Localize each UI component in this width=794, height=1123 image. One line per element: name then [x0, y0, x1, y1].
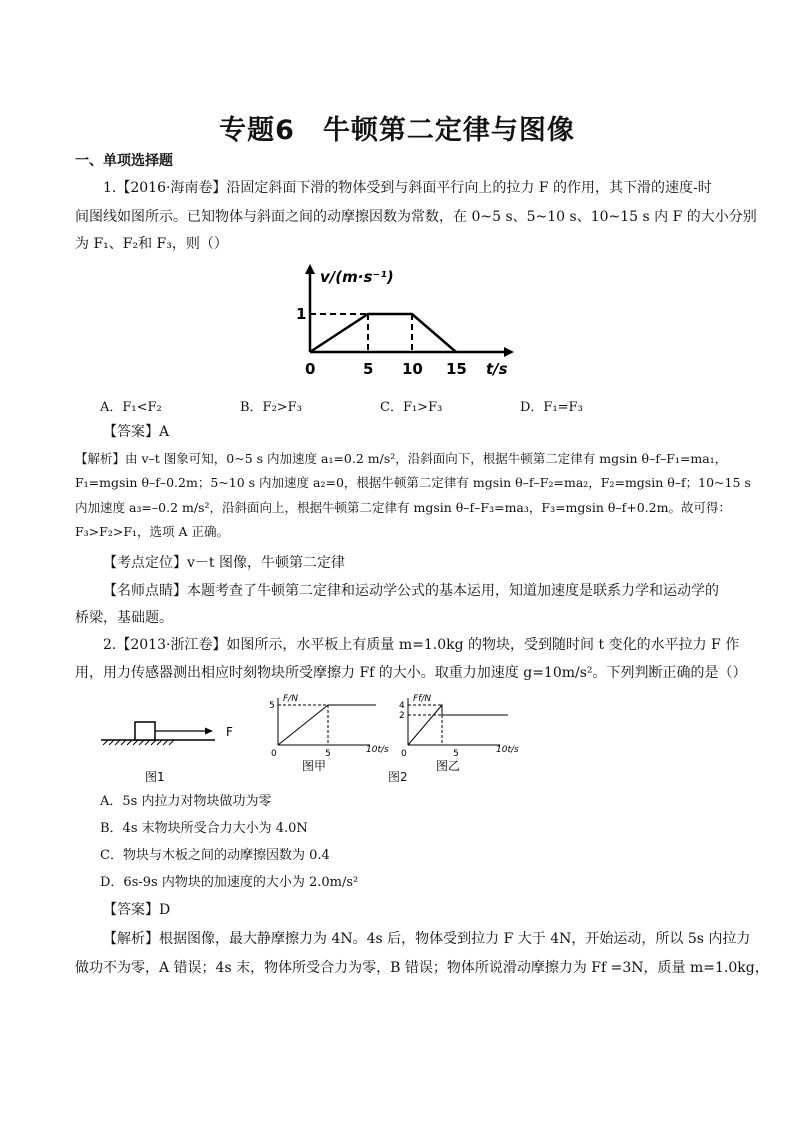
q1-solution-line4: F₃>F₂>F₁，选项 A 正确。: [75, 524, 229, 539]
q2-option-a: A．5s 内拉力对物块做功为零: [100, 794, 272, 809]
q2-figure-yi: [396, 688, 519, 783]
q2-yi-ylabel: Ff/N: [413, 694, 432, 704]
q2-answer: 【答案】D: [103, 902, 171, 918]
q1-text-line3: 为 F₁、F₂和 F₃，则（）: [75, 236, 228, 252]
q1-graph-origin: 0: [305, 360, 316, 378]
q2-yi-ytick: 4: [399, 701, 405, 711]
q2-text-line2: 用，用力传感器测出相应时刻物块所受摩擦力 Ff 的大小。取重力加速度 g=10m/s²。下列判断正确的是（）: [75, 665, 747, 681]
q2-yi-caption: 图乙: [436, 759, 461, 773]
q1-option-a: A．F₁<F₂: [100, 400, 162, 415]
q1-solution-line1: 【解析】由 v–t 图象可知，0~5 s 内加速度 a₁=0.2 m/s²，沿斜面向下，根据牛顿第二定律有 mgsin θ–f–F₁=ma₁，: [75, 451, 728, 466]
q2-fig1-caption: 图1: [145, 770, 165, 784]
q2-yi-xlabel: 10t/s: [496, 745, 519, 755]
q1-text-line2: 间图线如图所示。已知物体与斜面之间的动摩擦因数为常数，在 0~5 s、5~10 s、10~15 s 内 F 的大小分别: [75, 209, 757, 225]
q2-solution-line1: 【解析】根据图像，最大静摩擦力为 4N。4s 后，物体受到拉力 F 大于 4N，开始运动，所以 5s 内拉力: [103, 931, 751, 947]
q2-jia-origin: 0: [271, 749, 277, 759]
q2-jia-ytick: 5: [269, 701, 275, 711]
q2-jia-xtick: 5: [325, 749, 331, 759]
q2-jia-xlabel: 10t/s: [366, 745, 389, 755]
q2-option-c: C．物块与木板之间的动摩擦因数为 0.4: [100, 848, 330, 863]
q1-kaodian: 【考点定位】v－t 图像，牛顿第二定律: [103, 555, 345, 571]
q2-jia-caption: 图甲: [302, 759, 327, 773]
q1-graph-xtick: 10: [402, 360, 423, 378]
q1-option-c: C．F₁>F₃: [380, 400, 443, 415]
q1-graph-xtick: 5: [363, 360, 374, 378]
q1-text-line1: 1.【2016·海南卷】沿固定斜面下滑的物体受到与斜面平行向上的拉力 F 的作用，其下滑的速度-时: [103, 180, 712, 196]
q1-graph-ylabel: v/(m·s⁻¹): [320, 268, 394, 286]
q2-fig1-force-label: F: [226, 725, 233, 739]
q1-graph-xlabel: t/s: [486, 360, 508, 378]
q2-figure-jia: [266, 688, 389, 783]
q1-solution-line2: F₁=mgsin θ–f–0.2m；5~10 s 内加速度 a₂=0，根据牛顿第二定律有 mgsin θ–f–F₂=ma₂，F₂=mgsin θ–f；10~15 s: [75, 475, 751, 490]
q1-answer: 【答案】A: [103, 424, 170, 440]
q1-option-d: D．F₁=F₃: [520, 400, 583, 415]
q1-solution-line3: 内加速度 a₃=–0.2 m/s²，沿斜面向上，根据牛顿第二定律有 mgsin θ–f–F₃=ma₃，F₃=mgsin θ–f+0.2m。故可得：: [75, 500, 731, 515]
page-title: 专题6 牛顿第二定律与图像: [219, 115, 575, 146]
q2-figure1: [95, 712, 255, 782]
q1-mingshi-line2: 桥梁，基础题。: [75, 610, 173, 626]
q2-yi-origin: 0: [401, 749, 407, 759]
q2-solution-line2: 做功不为零，A 错误；4s 末，物体所受合力为零，B 错误；物体所说滑动摩擦力为 Ff =3N，质量 m=1.0kg，: [75, 960, 769, 976]
q1-vt-graph: [290, 258, 520, 380]
q2-fig2-caption: 图2: [388, 770, 408, 784]
q2-yi-xtick: 5: [453, 749, 459, 759]
q1-graph-xtick: 15: [446, 360, 467, 378]
q2-jia-ylabel: F/N: [283, 694, 298, 704]
q1-option-b: B．F₂>F₃: [240, 400, 302, 415]
q1-graph-ytick: 1: [296, 305, 307, 323]
section-heading: 一、单项选择题: [75, 153, 173, 169]
q2-option-d: D．6s-9s 内物块的加速度的大小为 2.0m/s²: [100, 875, 359, 890]
q2-option-b: B．4s 末物块所受合力大小为 4.0N: [100, 821, 308, 836]
q2-yi-ytick: 2: [399, 711, 405, 721]
q1-mingshi-line1: 【名师点睛】本题考查了牛顿第二定律和运动学公式的基本运用，知道加速度是联系力学和运动学的: [103, 583, 719, 599]
q2-text-line1: 2.【2013·浙江卷】如图所示，水平板上有质量 m=1.0kg 的物块，受到随时间 t 变化的水平拉力 F 作: [103, 637, 740, 653]
